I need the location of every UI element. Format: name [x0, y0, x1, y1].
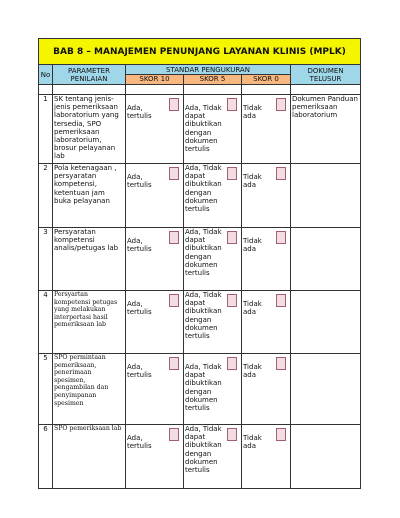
row-dokumen: Dokumen Panduan pemeriksaan laboratorium	[291, 95, 361, 164]
score-0-label: Tidak ada	[243, 173, 262, 190]
score-5-label: Ada, Tidak dapat dibuktikan dengan dokumen tertulis	[185, 425, 222, 475]
row-parameter: SPO permintaan pemeriksaan, penerimaan spesimen, pengambilan dan penyimpanan spesimen	[53, 354, 126, 425]
score-0-label: Tidak ada	[243, 434, 262, 451]
table-row	[39, 291, 361, 354]
table-row	[39, 425, 361, 489]
score-5-checkbox[interactable]	[227, 98, 237, 111]
spacer-row	[39, 85, 361, 95]
row-number: 4	[39, 291, 53, 354]
score-0-label: Tidak ada	[243, 237, 262, 254]
score-10-label: Ada, tertulis	[127, 434, 152, 451]
score-5-checkbox[interactable]	[227, 428, 237, 441]
score-10-checkbox[interactable]	[169, 428, 179, 441]
header-no: No	[39, 65, 53, 85]
header-skor-0: SKOR 0	[242, 75, 291, 85]
score-0-checkbox[interactable]	[276, 98, 286, 111]
row-number: 2	[39, 164, 53, 228]
score-0-checkbox[interactable]	[276, 167, 286, 180]
score-10-checkbox[interactable]	[169, 231, 179, 244]
row-dokumen	[291, 228, 361, 291]
row-dokumen	[291, 425, 361, 489]
score-10-label: Ada, tertulis	[127, 363, 152, 380]
score-0-checkbox[interactable]	[276, 294, 286, 307]
table-row	[39, 95, 361, 164]
row-dokumen	[291, 291, 361, 354]
header-standar: STANDAR PENGUKURAN	[126, 65, 291, 75]
table-title: BAB 8 – MANAJEMEN PENUNJANG LAYANAN KLINIS (MPLK)	[39, 39, 361, 65]
score-10-checkbox[interactable]	[169, 357, 179, 370]
header-skor-5: SKOR 5	[184, 75, 242, 85]
score-10-checkbox[interactable]	[169, 294, 179, 307]
score-10-label: Ada, tertulis	[127, 173, 152, 190]
score-0-label: Tidak ada	[243, 300, 262, 317]
score-5-checkbox[interactable]	[227, 167, 237, 180]
score-5-label: Ada, Tidak dapat dibuktikan dengan dokumen tertulis	[185, 164, 222, 214]
table-row	[39, 354, 361, 425]
score-10-label: Ada, tertulis	[127, 237, 152, 254]
row-number: 5	[39, 354, 53, 425]
score-5-checkbox[interactable]	[227, 231, 237, 244]
score-5-checkbox[interactable]	[227, 294, 237, 307]
score-10-label: Ada, tertulis	[127, 300, 152, 317]
row-number: 3	[39, 228, 53, 291]
table-row	[39, 228, 361, 291]
row-dokumen	[291, 164, 361, 228]
row-parameter: SK tentang jenis-jenis pemeriksaan laboratorium yang tersedia, SPO pemeriksaan laboratorium, brosur pelayanan lab	[53, 95, 126, 164]
table-row	[39, 164, 361, 228]
score-10-checkbox[interactable]	[169, 98, 179, 111]
score-0-label: Tidak ada	[243, 104, 262, 121]
score-0-checkbox[interactable]	[276, 231, 286, 244]
row-number: 6	[39, 425, 53, 489]
score-5-label: Ada, Tidak dapat dibuktikan dengan dokumen tertulis	[185, 363, 222, 413]
score-5-label: Ada, Tidak dapat dibuktikan dengan dokumen tertulis	[185, 228, 222, 278]
assessment-table	[38, 38, 361, 489]
document-page	[38, 38, 360, 489]
score-5-label: Ada, Tidak dapat dibuktikan dengan dokumen tertulis	[185, 104, 222, 154]
header-dokumen: DOKUMEN TELUSUR	[291, 65, 361, 85]
score-0-checkbox[interactable]	[276, 428, 286, 441]
row-parameter: Persyaratan kompetensi analis/petugas lab	[53, 228, 126, 291]
header-parameter: PARAMETER PENILAIAN	[53, 65, 126, 85]
header-skor-10: SKOR 10	[126, 75, 184, 85]
score-10-checkbox[interactable]	[169, 167, 179, 180]
row-dokumen	[291, 354, 361, 425]
score-0-label: Tidak ada	[243, 363, 262, 380]
score-5-label: Ada, Tidak dapat dibuktikan dengan dokumen tertulis	[185, 291, 222, 341]
row-parameter: SPO pemeriksaan lab	[53, 425, 126, 489]
score-5-checkbox[interactable]	[227, 357, 237, 370]
row-number: 1	[39, 95, 53, 164]
score-0-checkbox[interactable]	[276, 357, 286, 370]
score-10-label: Ada, tertulis	[127, 104, 152, 121]
row-parameter: Persyartan kompetensi petugas yang melakukan interpertasi hasil pemeriksaan lab	[53, 291, 126, 354]
row-parameter: Pola ketenagaan , persyaratan kompetensi, ketentuan jam buka pelayanan	[53, 164, 126, 228]
